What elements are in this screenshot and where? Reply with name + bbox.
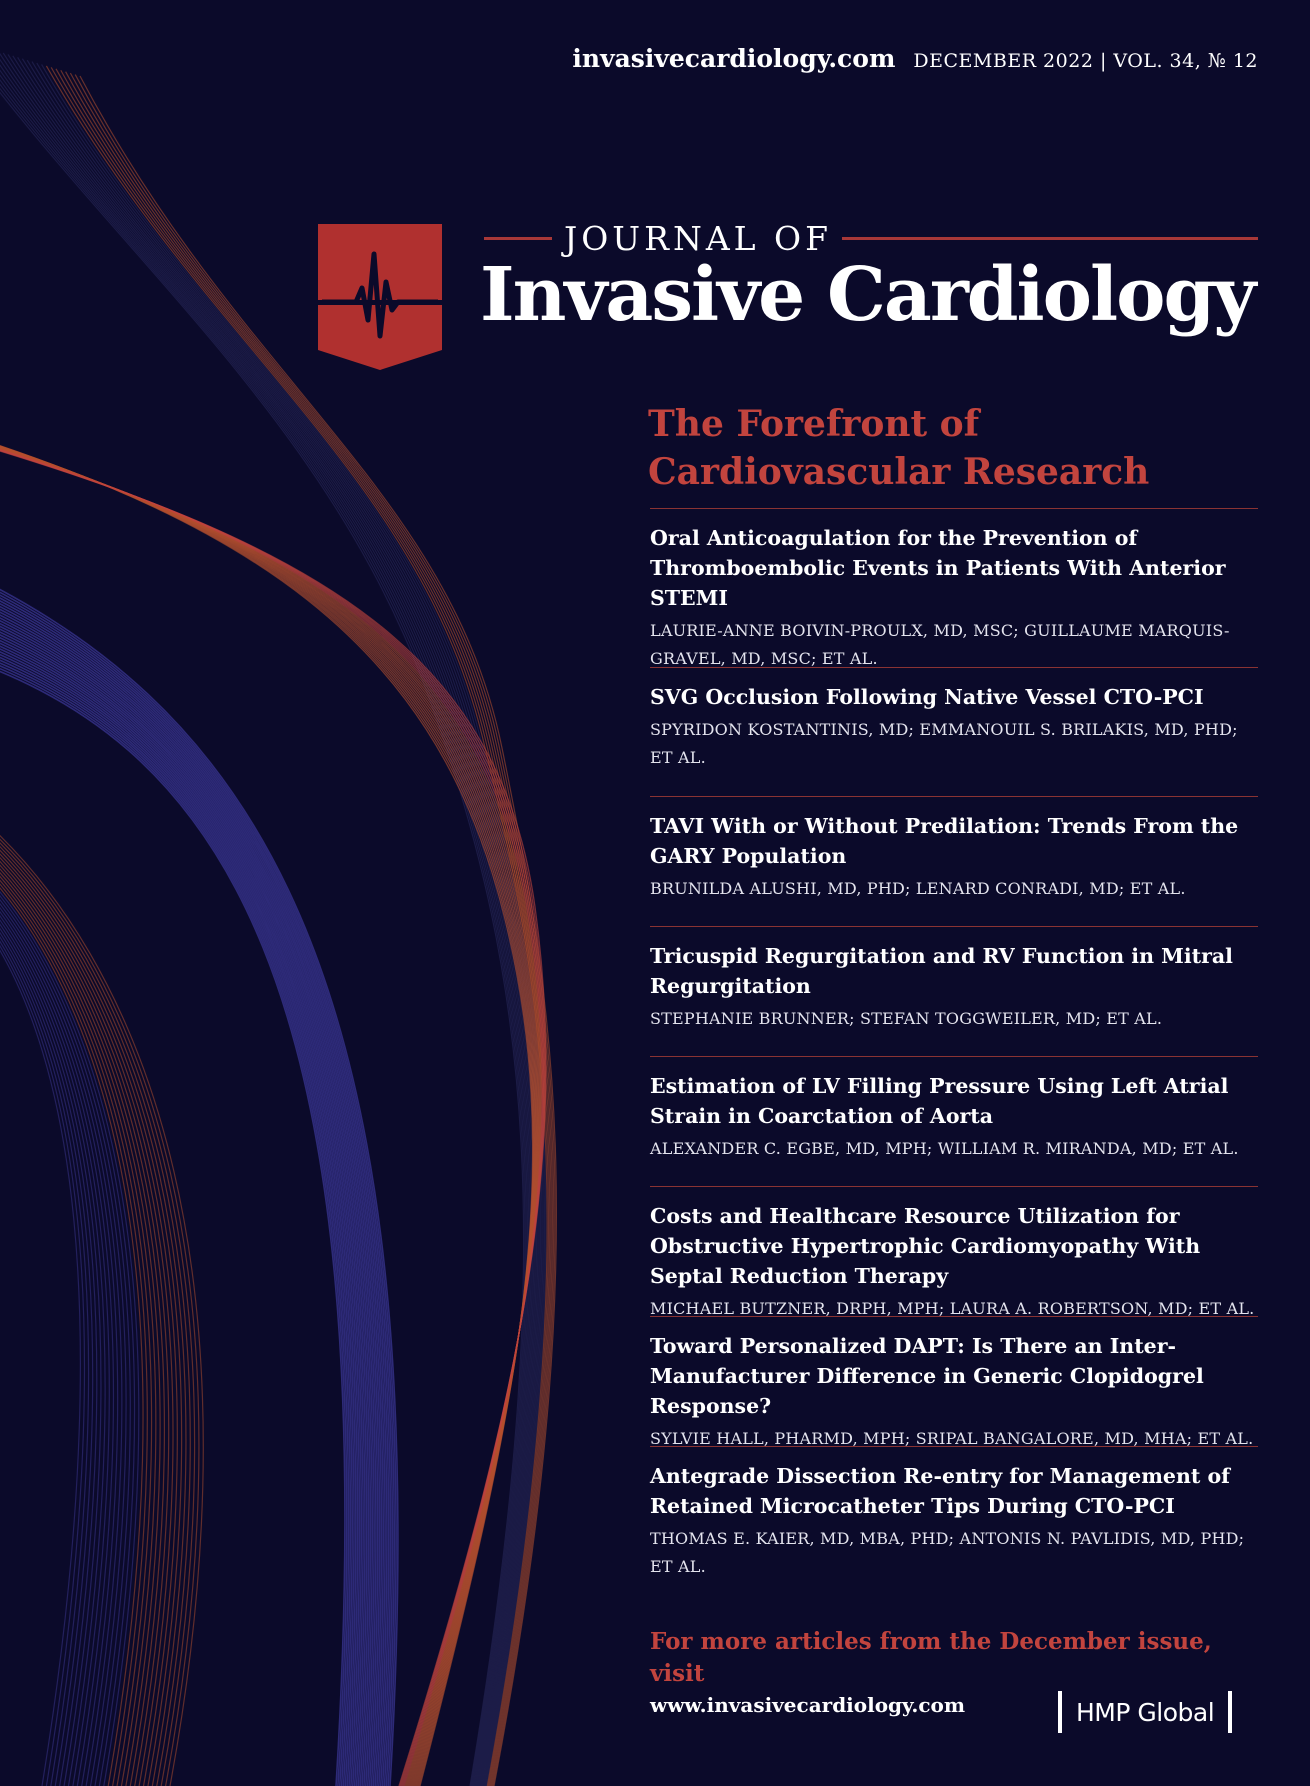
article-title: Tricuspid Regurgitation and RV Function in Mitral Regurgitation bbox=[650, 944, 1233, 998]
article-authors: BRUNILDA ALUSHI, MD, PHD; LENARD CONRADI, MD; ET AL. bbox=[650, 879, 1186, 898]
swirl-line bbox=[0, 423, 534, 1786]
article-authors: STEPHANIE BRUNNER; STEFAN TOGGWEILER, MD; ET AL. bbox=[650, 1009, 1163, 1028]
swirl-line bbox=[0, 433, 538, 1786]
swirl-line bbox=[0, 850, 139, 1786]
article-authors: LAURIE-ANNE BOIVIN-PROULX, MD, MSC; GUILLAUME MARQUIS-GRAVEL, MD, MSC; ET AL. bbox=[650, 621, 1230, 668]
article-title: Antegrade Dissection Re-entry for Management of Retained Microcatheter Tips During CTO-PCI bbox=[650, 1464, 1230, 1518]
swirl-line bbox=[0, 436, 539, 1786]
more-articles-url[interactable]: www.invasivecardiology.com bbox=[650, 1693, 966, 1717]
swirl-line bbox=[0, 428, 536, 1786]
tagline bbox=[648, 400, 1258, 496]
swirl-line bbox=[0, 424, 534, 1786]
article-item[interactable] bbox=[650, 926, 1258, 1056]
masthead-top bbox=[572, 44, 1258, 73]
swirl-line bbox=[0, 421, 533, 1786]
journal-of-rule-right bbox=[842, 237, 1258, 240]
publisher-name: HMP Global bbox=[1076, 1697, 1215, 1727]
swirl-line bbox=[0, 647, 347, 1786]
swirl-line bbox=[0, 427, 535, 1786]
article-title: TAVI With or Without Predilation: Trends From the GARY Population bbox=[650, 814, 1239, 868]
publisher-bar-right bbox=[1228, 1691, 1232, 1733]
heartbeat-badge-icon bbox=[318, 224, 442, 370]
swirl-line bbox=[0, 853, 135, 1786]
issue-info: DECEMBER 2022 | VOL. 34, № 12 bbox=[913, 50, 1258, 72]
more-articles-label: For more articles from the December issue, visit bbox=[650, 1628, 1212, 1687]
article-item[interactable] bbox=[650, 667, 1258, 796]
swirl-line bbox=[0, 800, 203, 1786]
article-title: SVG Occlusion Following Native Vessel CTO-PCI bbox=[650, 685, 1204, 709]
journal-of-label: JOURNAL OF bbox=[564, 218, 833, 258]
swirl-line bbox=[0, 638, 352, 1786]
article-title: Costs and Healthcare Resource Utilization for Obstructive Hypertrophic Cardiomyopathy With Septal Reduction Therapy bbox=[650, 1204, 1201, 1288]
article-title: Toward Personalized DAPT: Is There an Inter-Manufacturer Difference in Generic Clopidogrel Response? bbox=[650, 1334, 1204, 1418]
journal-of-rule-left bbox=[484, 237, 552, 240]
article-list bbox=[650, 508, 1258, 1601]
swirl-line bbox=[0, 644, 349, 1786]
swirl-line bbox=[0, 610, 369, 1786]
swirl-line bbox=[0, 431, 537, 1786]
article-title: Oral Anticoagulation for the Prevention of Thromboembolic Events in Patients With Anterior STEMI bbox=[650, 526, 1226, 610]
article-item[interactable] bbox=[650, 1186, 1258, 1316]
article-authors: SYLVIE HALL, PHARMD, MPH; SRIPAL BANGALORE, MD, MHA; ET AL. bbox=[650, 1429, 1254, 1448]
article-authors: THOMAS E. KAIER, MD, MBA, PHD; ANTONIS N. PAVLIDIS, MD, PHD; ET AL. bbox=[650, 1529, 1245, 1576]
article-item[interactable] bbox=[650, 796, 1258, 926]
article-item[interactable] bbox=[650, 508, 1258, 667]
journal-name: Invasive Cardiology bbox=[480, 252, 1255, 338]
article-authors: SPYRIDON KOSTANTINIS, MD; EMMANOUIL S. BRILAKIS, MD, PHD; ET AL. bbox=[650, 720, 1238, 767]
article-item[interactable] bbox=[650, 1056, 1258, 1186]
article-authors: ALEXANDER C. EGBE, MD, MPH; WILLIAM R. MIRANDA, MD; ET AL. bbox=[650, 1139, 1239, 1158]
swirl-line bbox=[0, 803, 199, 1786]
article-title: Estimation of LV Filling Pressure Using Left Atrial Strain in Coarctation of Aorta bbox=[650, 1074, 1229, 1128]
swirl-line bbox=[0, 429, 536, 1786]
swirl-line bbox=[0, 425, 535, 1786]
article-item[interactable] bbox=[650, 1446, 1258, 1601]
swirl-line bbox=[0, 893, 84, 1786]
article-item[interactable] bbox=[650, 1316, 1258, 1446]
publisher-logo bbox=[1058, 1690, 1232, 1734]
tagline-line-2: Cardiovascular Research bbox=[648, 451, 1150, 493]
swirl-line bbox=[0, 432, 538, 1786]
site-url[interactable]: invasivecardiology.com bbox=[572, 44, 896, 73]
tagline-line-1: The Forefront of bbox=[648, 403, 980, 445]
swirl-line bbox=[0, 435, 539, 1786]
article-authors: MICHAEL BUTZNER, DRPH, MPH; LAURA A. ROBERTSON, MD; ET AL. bbox=[650, 1299, 1255, 1318]
